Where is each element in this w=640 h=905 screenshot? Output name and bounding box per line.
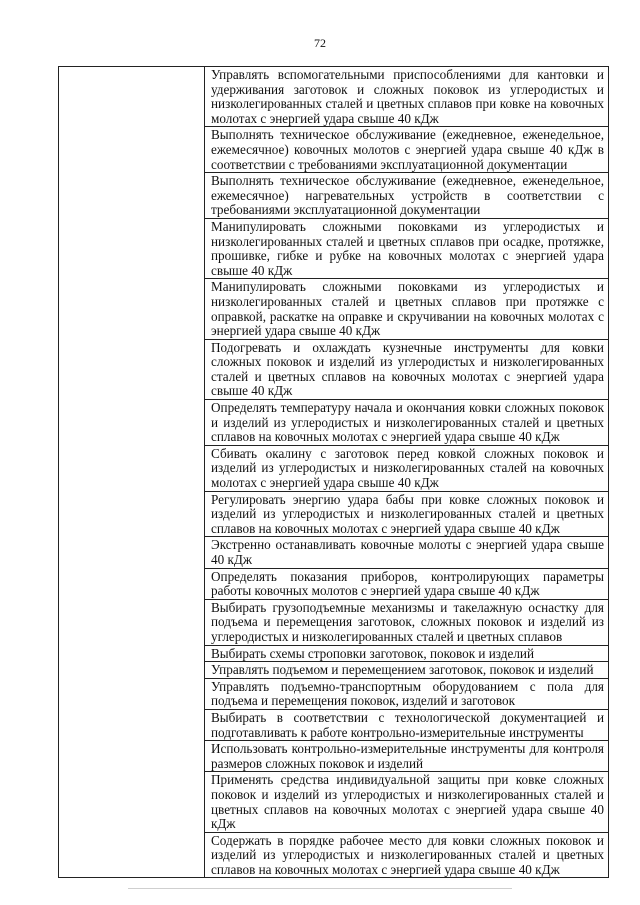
footer-rule [128,888,512,889]
skill-cell: Подогревать и охлаждать кузнечные инструменты для ковки сложных поковок и изделий из углеродистых и низколегированных сталей и цветных сплавов на ковочных молотах с энергией удара свыше 40 кДж [205,339,609,399]
skill-cell: Использовать контрольно-измерительные инструменты для контроля размеров сложных поковок и изделий [205,741,609,772]
skills-table [58,66,609,878]
table-row [59,67,609,127]
skill-cell: Управлять вспомогательными приспособлениями для кантовки и удерживания заготовок и сложных поковок из углеродистых и низколегированных сталей и цветных сплавов при ковке на ковочных молотах с энергией удара свыше 40 кДж [205,67,609,127]
skill-cell: Определять показания приборов, контролирующих параметры работы ковочных молотов с энергией удара свыше 40 кДж [205,568,609,599]
skill-cell: Манипулировать сложными поковками из углеродистых и низколегированных сталей и цветных сплавов при протяжке с оправкой, раскатке на оправке и скручивании на ковочных молотах с энергией удара свыше 40 кДж [205,279,609,339]
skill-cell: Содержать в порядке рабочее место для ковки сложных поковок и изделий из углеродистых и низколегированных сталей и цветных сплавов на ковочных молотах с энергией удара свыше 40 кДж [205,832,609,878]
skill-cell: Сбивать окалину с заготовок перед ковкой сложных поковок и изделий из углеродистых и низколегированных сталей на ковочных молотах с энергией удара свыше 40 кДж [205,445,609,491]
skill-cell: Выбирать в соответствии с технологической документацией и подготавливать к работе контрольно-измерительные инструменты [205,709,609,740]
skill-cell: Манипулировать сложными поковками из углеродистых и низколегированных сталей и цветных сплавов при осадке, протяжке, прошивке, гибке и рубке на ковочных молотах с энергией удара свыше 40 кДж [205,218,609,278]
page-number: 72 [314,36,326,50]
skill-cell: Применять средства индивидуальной защиты при ковке сложных поковок и изделий из углеродистых и низколегированных сталей и цветных сплавов на ковочных молотах с энергией удара свыше 40 кДж [205,772,609,832]
skill-cell: Выбирать схемы строповки заготовок, поковок и изделий [205,645,609,662]
label-cell [59,67,205,878]
skill-cell: Выполнять техническое обслуживание (ежедневное, еженедельное, ежемесячное) нагревательных устройств в соответствии с требованиями эксплуатационной документации [205,173,609,219]
skill-cell: Определять температуру начала и окончания ковки сложных поковок и изделий из углеродистых и низколегированных сталей и цветных сплавов на ковочных молотах с энергией удара свыше 40 кДж [205,400,609,446]
skill-cell: Управлять подъемом и перемещением заготовок, поковок и изделий [205,662,609,679]
skill-cell: Экстренно останавливать ковочные молоты с энергией удара свыше 40 кДж [205,537,609,568]
skill-cell: Выбирать грузоподъемные механизмы и такелажную оснастку для подъема и перемещения заготовок, сложных поковок и изделий из углеродистых и низколегированных сталей и цветных сплавов [205,599,609,645]
skill-cell: Управлять подъемно-транспортным оборудованием с пола для подъема и перемещения поковок, изделий и заготовок [205,678,609,709]
skill-cell: Выполнять техническое обслуживание (ежедневное, еженедельное, ежемесячное) ковочных молотов с энергией удара свыше 40 кДж в соответствии с требованиями эксплуатационной документации [205,127,609,173]
skill-cell: Регулировать энергию удара бабы при ковке сложных поковок и изделий из углеродистых и низколегированных сталей и цветных сплавов на ковочных молотах с энергией удара свыше 40 кДж [205,491,609,537]
